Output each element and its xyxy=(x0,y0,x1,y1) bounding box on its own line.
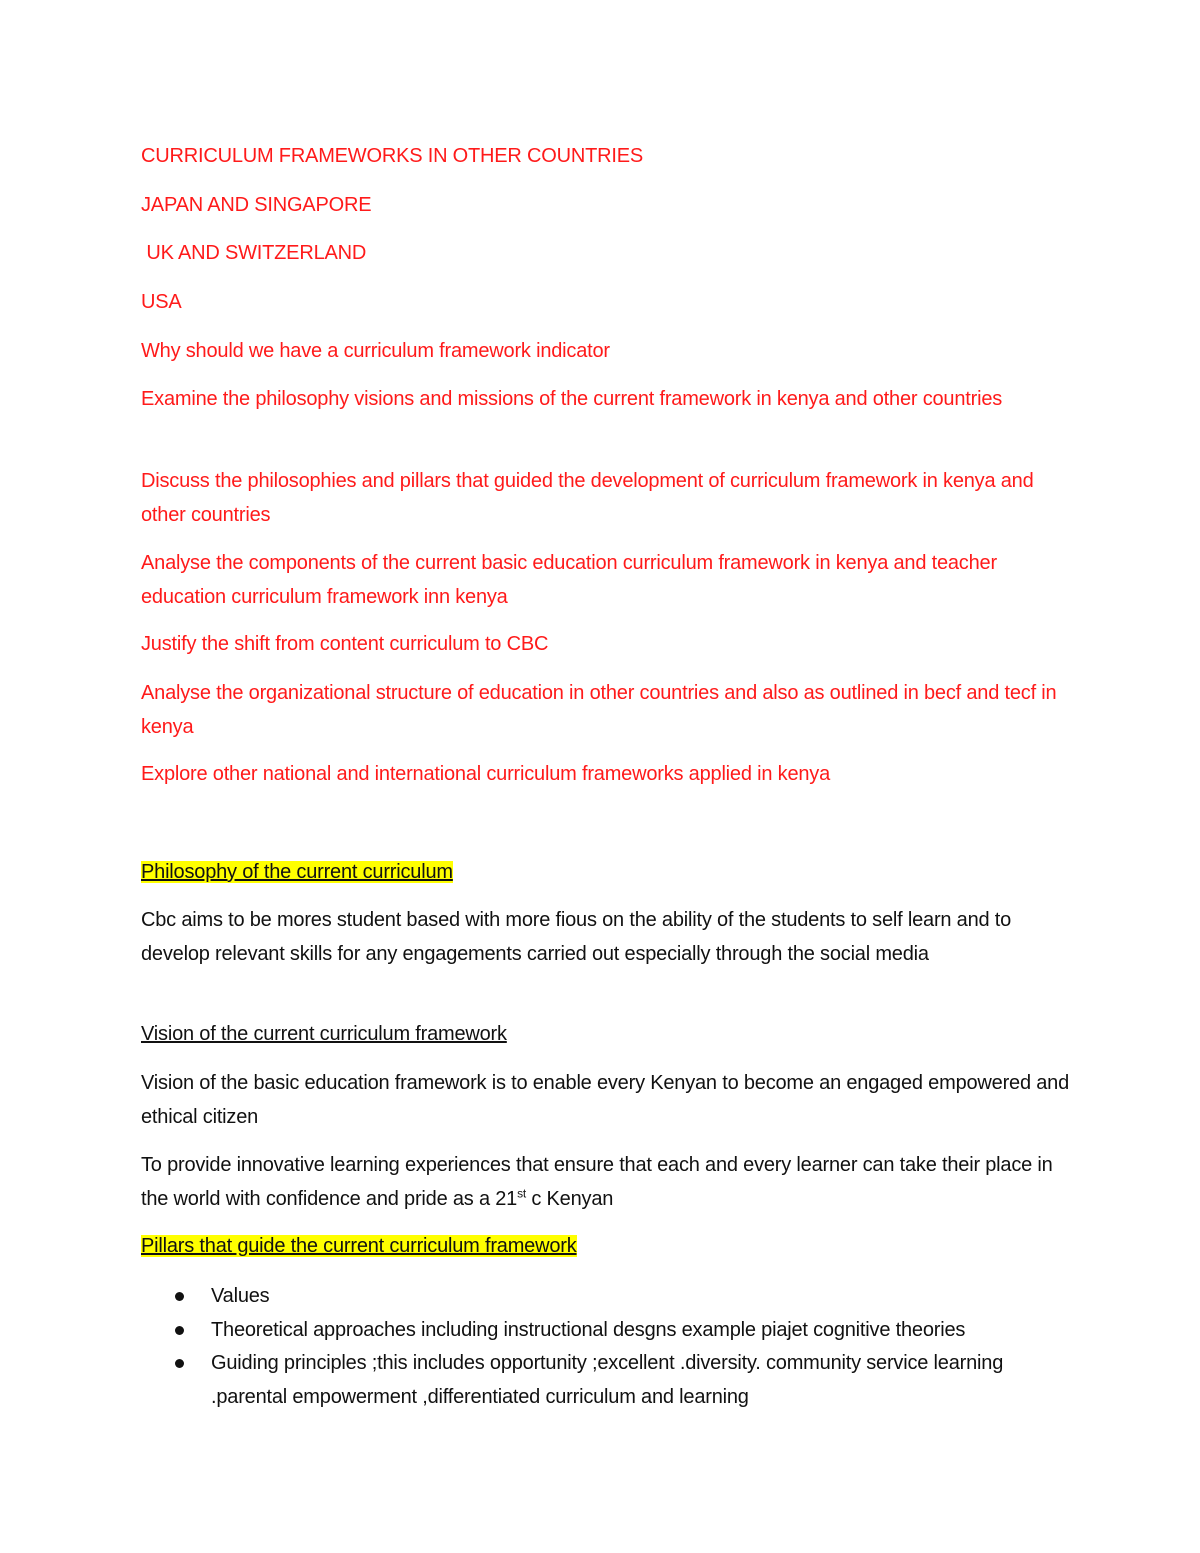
objective-usa: USA xyxy=(141,291,182,313)
objective-item: Analyse the components of the current basic education curriculum framework in kenya and teacher education curriculum framework inn kenya xyxy=(141,552,997,608)
objective-item: Discuss the philosophies and pillars that guided the development of curriculum framework in kenya and other countries xyxy=(141,470,1034,526)
bullet-icon xyxy=(175,1326,184,1335)
objective-item: Analyse the organizational structure of education in other countries and also as outlined in becf and tecf in kenya xyxy=(141,682,1057,738)
mission-text: To provide innovative learning experiences that ensure that each and every learner can take their place in the world with confidence and pride as a 21 xyxy=(141,1154,1053,1210)
objective-item: Examine the philosophy visions and missions of the current framework in kenya and other countries xyxy=(141,388,1003,410)
objective-uk-switzerland: UK AND SWITZERLAND xyxy=(141,242,367,264)
objective-item: Justify the shift from content curriculum to CBC xyxy=(141,633,549,655)
vision-heading-text: Vision of the current curriculum framework xyxy=(141,1023,507,1045)
pillar-text: Guiding principles ;this includes opportunity ;excellent .diversity. community service learning .parental empowerment ,differentiated curriculum and learning xyxy=(211,1352,1004,1408)
pillar-text: Values xyxy=(211,1285,270,1307)
philosophy-body: Cbc aims to be mores student based with more fious on the ability of the students to self learn and to develop relevant skills for any engagements carried out especially through the social media xyxy=(141,909,1012,965)
objective-item: Explore other national and international curriculum frameworks applied in kenya xyxy=(141,763,831,785)
philosophy-heading xyxy=(141,856,453,889)
objective-japan-singapore: JAPAN AND SINGAPORE xyxy=(141,194,372,216)
mission-statement xyxy=(141,1149,1071,1216)
bullet-icon xyxy=(175,1359,184,1368)
pillar-text: Theoretical approaches including instructional desgns example piajet cognitive theories xyxy=(211,1318,966,1341)
mission-superscript: st xyxy=(517,1185,527,1200)
objective-item: Why should we have a curriculum framework indicator xyxy=(141,340,610,362)
objectives-heading: CURRICULUM FRAMEWORKS IN OTHER COUNTRIES xyxy=(141,145,644,167)
mission-suffix: c Kenyan xyxy=(526,1187,614,1210)
pillars-heading xyxy=(141,1230,577,1263)
list-item xyxy=(141,1347,1071,1414)
philosophy-heading-text: Philosophy of the current curriculum xyxy=(141,861,453,883)
pillars-heading-text: Pillars that guide the current curriculum framework xyxy=(141,1235,577,1257)
list-item xyxy=(141,1280,1071,1314)
pillars-list xyxy=(141,1280,1071,1414)
list-item xyxy=(141,1314,1071,1348)
bullet-icon xyxy=(175,1292,184,1301)
vision-heading xyxy=(141,1018,507,1051)
vision-body: Vision of the basic education framework is to enable every Kenyan to become an engaged empowered and ethical citizen xyxy=(141,1072,1070,1128)
